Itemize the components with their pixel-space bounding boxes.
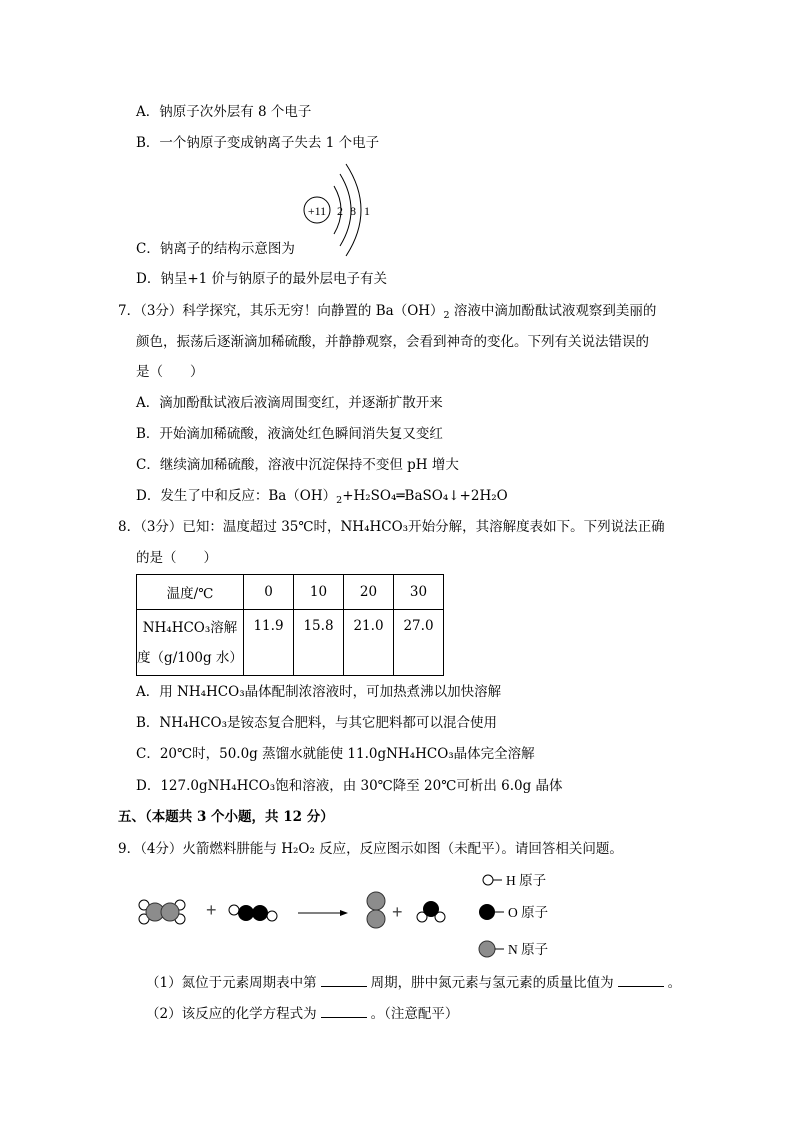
answer-blank[interactable] — [618, 974, 664, 987]
shell-electrons-1: 2 — [337, 204, 343, 218]
q6-option-b: B．一个钠原子变成钠离子失去 1 个电子 — [136, 135, 380, 151]
reaction-arrow — [298, 910, 348, 916]
water-molecule — [417, 901, 445, 922]
q6-option-c: C．钠离子的结构示意图为 — [136, 241, 295, 257]
legend-n-label: N 原子 — [508, 942, 549, 957]
legend-h-atom — [483, 875, 493, 885]
q8-option-d: D．127.0gNH₄HCO₃饱和溶液，由 30℃降至 20℃可析出 6.0g 晶体 — [136, 778, 563, 794]
table-temp-cell: 0 — [244, 575, 294, 610]
table-value-cell: 11.9 — [244, 610, 294, 676]
shell-electrons-3: 1 — [364, 204, 370, 218]
q8-option-b: B．NH₄HCO₃是铵态复合肥料，与其它肥料都可以混合使用 — [136, 715, 497, 731]
shell-electrons-2: 8 — [350, 204, 356, 218]
hydrogen-peroxide-molecule — [229, 905, 277, 921]
table-row — [137, 575, 444, 610]
q8-option-a: A．用 NH₄HCO₃晶体配制浓溶液时，可加热煮沸以加快溶解 — [136, 684, 502, 700]
legend-o-label: O 原子 — [508, 905, 549, 920]
q7-stem-line2: 颜色，振荡后逐渐滴加稀硫酸，并静静观察，会看到神奇的变化。下列有关说法错误的 — [136, 334, 649, 350]
table-row — [137, 610, 444, 676]
reaction-diagram — [130, 866, 590, 966]
solubility-table — [136, 574, 444, 676]
q9-stem: 9．（4分）火箭燃料肼能与 H₂O₂ 反应，反应图示如图（未配平）。请回答相关问题。 — [118, 841, 623, 857]
legend-n-atom — [479, 941, 495, 957]
answer-blank[interactable] — [321, 1005, 367, 1018]
plus-sign: + — [206, 900, 217, 920]
q8-option-c: C．20℃时，50.0g 蒸馏水就能使 11.0gNH₄HCO₃晶体完全溶解 — [136, 746, 535, 762]
table-value-cell: 27.0 — [394, 610, 444, 676]
q8-stem-line1: 8．（3分）已知：温度超过 35℃时，NH₄HCO₃开始分解，其溶解度表如下。下列说法正确 — [118, 519, 665, 535]
table-value-cell: 21.0 — [344, 610, 394, 676]
table-temp-cell: 20 — [344, 575, 394, 610]
nitrogen-molecule — [367, 892, 385, 928]
q6-option-d: D．钠呈+1 价与钠原子的最外层电子有关 — [136, 271, 388, 287]
sodium-atom-diagram — [300, 160, 390, 260]
section-heading: 五、（本题共 3 个小题，共 12 分） — [118, 809, 334, 825]
table-temp-cell: 30 — [394, 575, 444, 610]
q7-option-d: D．发生了中和反应：$Ba(OH)_2+H_2SO_4═BaSO_4↓+2H_2O$ — [136, 488, 508, 506]
q6-option-a: A．钠原子次外层有 8 个电子 — [136, 104, 312, 120]
table-row-label: NH₄HCO₃溶解 度（g/100g 水） — [137, 610, 244, 676]
nucleus-charge: +11 — [307, 204, 327, 218]
hydrazine-molecule — [139, 900, 185, 924]
q8-stem-line2: 的是（ ） — [136, 550, 217, 566]
q9-subquestion-1: （1）氮位于元素周期表中第 周期，肼中氮元素与氢元素的质量比值为 。 — [146, 975, 682, 991]
table-temp-cell: 10 — [294, 575, 344, 610]
q7-stem-line1: 7．（3分）科学探究，其乐无穷！向静置的 $Ba(OH)_2$ 溶液中滴加酚酞试液观察到美丽的 — [118, 303, 657, 321]
atom-legend — [479, 873, 548, 957]
table-header-label: 温度/℃ — [137, 575, 244, 610]
legend-h-label: H 原子 — [506, 873, 547, 888]
answer-blank[interactable] — [321, 974, 367, 987]
q7-stem-line3: 是（ ） — [136, 364, 204, 380]
plus-sign: + — [392, 902, 403, 922]
q9-subquestion-2: （2）该反应的化学方程式为 。（注意配平） — [146, 1006, 459, 1022]
legend-o-atom — [479, 904, 495, 920]
q7-option-a: A．滴加酚酞试液后液滴周围变红，并逐渐扩散开来 — [136, 395, 443, 411]
table-value-cell: 15.8 — [294, 610, 344, 676]
q7-option-c: C．继续滴加稀硫酸，溶液中沉淀保持不变但 pH 增大 — [136, 457, 459, 473]
q7-option-b: B．开始滴加稀硫酸，液滴处红色瞬间消失复又变红 — [136, 426, 443, 442]
